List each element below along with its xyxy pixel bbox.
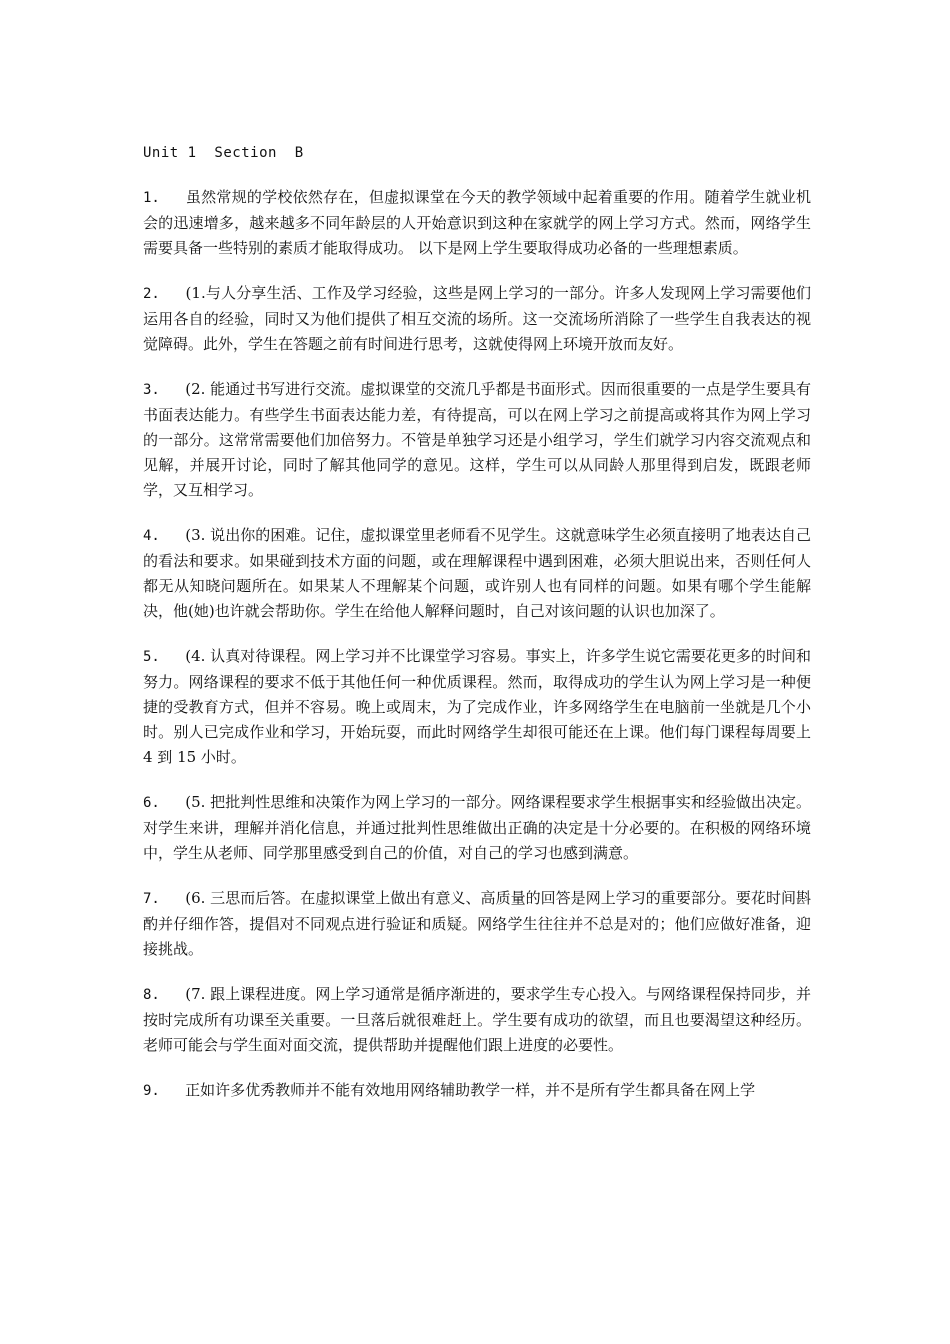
paragraph-text: (5. 把批判性思维和决策作为网上学习的一部分。网络课程要求学生根据事实和经验做出决定。对学生来讲，理解并消化信息，并通过批判性思维做出正确的决定是十分必要的。在积极的网络环境中，学生从老师、同学那里感受到自己的价值，对自己的学习也感到满意。 bbox=[143, 793, 811, 862]
paragraph-5 bbox=[143, 644, 811, 770]
paragraph-3 bbox=[143, 377, 811, 503]
paragraph-number: 8. bbox=[143, 987, 186, 1003]
section-heading: Unit 1 Section B bbox=[143, 145, 304, 161]
paragraph-number: 2. bbox=[143, 286, 186, 302]
paragraph-number: 4. bbox=[143, 528, 186, 544]
paragraph-text: (3. 说出你的困难。记住，虚拟课堂里老师看不见学生。这就意味学生必须直接明了地表达自己的看法和要求。如果碰到技术方面的问题，或在理解课程中遇到困难，必须大胆说出来，否则任何人都无从知晓问题所在。如果某人不理解某个问题，或许别人也有同样的问题。如果有哪个学生能解决，他(她)也许就会帮助你。学生在给他人解释问题时，自己对该问题的认识也加深了。 bbox=[143, 526, 811, 620]
document-page bbox=[143, 141, 811, 1104]
paragraph-4 bbox=[143, 523, 811, 624]
paragraph-text: (2. 能通过书写进行交流。虚拟课堂的交流几乎都是书面形式。因而很重要的一点是学生要具有书面表达能力。有些学生书面表达能力差，有待提高，可以在网上学习之前提高或将其作为网上学习的一部分。这常常需要他们加倍努力。不管是单独学习还是小组学习，学生们就学习内容交流观点和见解，并展开讨论，同时了解其他同学的意见。这样，学生可以从同龄人那里得到启发，既跟老师学，又互相学习。 bbox=[143, 380, 811, 499]
paragraph-9 bbox=[143, 1078, 811, 1104]
paragraph-text: (4. 认真对待课程。网上学习并不比课堂学习容易。事实上，许多学生说它需要花更多的时间和努力。网络课程的要求不低于其他任何一种优质课程。然而，取得成功的学生认为网上学习是一种便捷的受教育方式，但并不容易。晚上或周末，为了完成作业，许多网络学生在电脑前一坐就是几个小时。别人已完成作业和学习，开始玩耍，而此时网络学生却很可能还在上课。他们每门课程每周要上 4 到 15 小时。 bbox=[143, 647, 811, 766]
paragraph-number: 1. bbox=[143, 190, 186, 206]
paragraph-text: 虽然常规的学校依然存在，但虚拟课堂在今天的教学领域中起着重要的作用。随着学生就业机会的迅速增多，越来越多不同年龄层的人开始意识到这种在家就学的网上学习方式。然而，网络学生需要具备一些特别的素质才能取得成功。 以下是网上学生要取得成功必备的一些理想素质。 bbox=[143, 188, 811, 257]
paragraph-2 bbox=[143, 281, 811, 357]
paragraph-number: 6. bbox=[143, 795, 186, 811]
paragraph-number: 3. bbox=[143, 382, 186, 398]
paragraph-text: (6. 三思而后答。在虚拟课堂上做出有意义、高质量的回答是网上学习的重要部分。要花时间斟酌并仔细作答，提倡对不同观点进行验证和质疑。网络学生往往并不总是对的；他们应做好准备，迎接挑战。 bbox=[143, 889, 811, 958]
paragraph-text: 正如许多优秀教师并不能有效地用网络辅助教学一样，并不是所有学生都具备在网上学 bbox=[185, 1081, 756, 1099]
paragraph-number: 9. bbox=[143, 1083, 186, 1099]
paragraph-number: 5. bbox=[143, 649, 186, 665]
paragraph-text: (1.与人分享生活、工作及学习经验，这些是网上学习的一部分。许多人发现网上学习需要他们运用各自的经验，同时又为他们提供了相互交流的场所。这一交流场所消除了一些学生自我表达的视觉障碍。此外，学生在答题之前有时间进行思考，这就使得网上环境开放而友好。 bbox=[143, 284, 811, 353]
paragraph-8 bbox=[143, 982, 811, 1058]
paragraph-7 bbox=[143, 886, 811, 962]
paragraph-text: (7. 跟上课程进度。网上学习通常是循序渐进的，要求学生专心投入。与网络课程保持同步，并按时完成所有功课至关重要。一旦落后就很难赶上。学生要有成功的欲望，而且也要渴望这种经历。老师可能会与学生面对面交流，提供帮助并提醒他们跟上进度的必要性。 bbox=[143, 985, 811, 1054]
paragraph-1 bbox=[143, 185, 811, 261]
paragraph-6 bbox=[143, 790, 811, 866]
paragraph-number: 7. bbox=[143, 891, 186, 907]
